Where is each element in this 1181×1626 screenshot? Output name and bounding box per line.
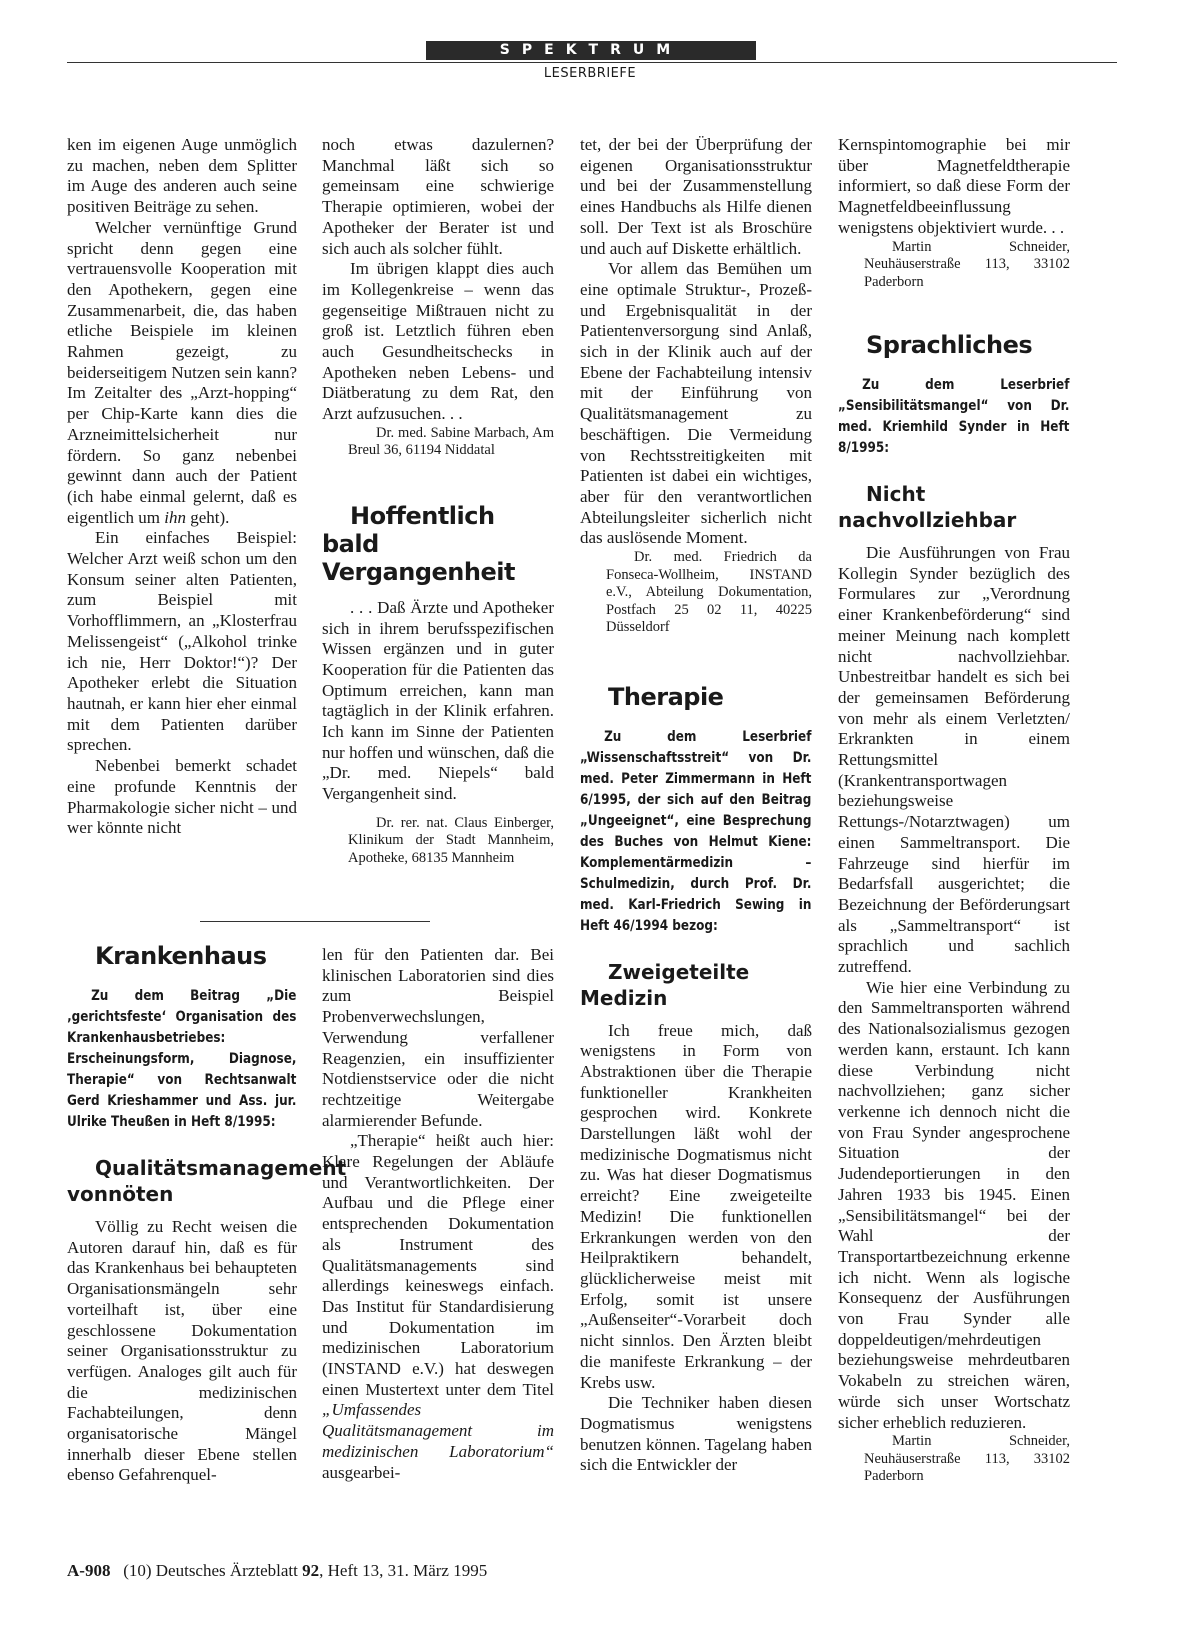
section-heading: Sprachliches — [866, 331, 1033, 360]
signature: Martin Schneider, Neuhäuserstraße 113, 33102 Paderborn — [864, 238, 1070, 290]
section-header-band: SPEKTRUM — [426, 41, 756, 60]
paragraph: Die Ausführungen von Frau Kollegin Synder bezüglich des Formulares zur „Verordnung einer Krankenbeförderung“ sind meiner Meinung nach komplett nicht nachvollziehbar. Unbestreitbar handelt es sich bei der gemeinsamen Beförderung von mehr als einem Verletzten/ Erkrankten in einem Rettungsmittel (Krankentransportwagen beziehungsweise Rettungs-/Notarztwagen) um einen Sammeltransport. Die Fahrzeuge sind hierfür im Bedarfsfall ausgerichtet; die Bezeichnung der Beförderungsart als „Sammeltransport“ ist sprachlich und sachlich zutreffend. — [838, 543, 1070, 977]
column-4 — [838, 135, 1070, 1486]
intro-text: Zu dem Leserbrief „Sensibilitätsmangel“ von Dr. med. Kriemhild Synder in Heft 8/1995: — [838, 377, 1070, 457]
letter-heading: Qualitätsmanagement vonnöten — [67, 1156, 347, 1206]
section-heading: Therapie — [608, 682, 724, 711]
letter-heading: Hoffentlich bald Vergangenheit — [322, 501, 515, 586]
journal-name: (10) Deutsches Ärzteblatt — [123, 1561, 298, 1580]
column-2 — [322, 135, 554, 867]
paragraph: Völlig zu Recht weisen die Autoren darauf hin, daß es für das Krankenhaus bei behaupteten Organisationsmängeln sehr vorteilhaft ist, über eine geschlossene Dokumentation seiner Organisationsstruktur zu verfügen. Analoges gilt auch für die medizinischen Fachabteilungen, denn organisatorische Mängel innerhalb dieser Ebene stellen ebenso Gefahrenquel- — [67, 1217, 297, 1485]
subsection-label: LESERBRIEFE — [543, 66, 637, 81]
paragraph: Nebenbei bemerkt schadet eine profunde Kenntnis der Pharmakologie sicher nicht – und wer könnte nicht — [67, 756, 297, 838]
paragraph: noch etwas dazulernen? Manchmal läßt sich so gemeinsam eine schwierige Therapie optimieren, wobei der Apotheker der Berater ist und sich auch als solcher fühlt. — [322, 135, 554, 258]
page-footer — [67, 1561, 487, 1581]
paragraph: Die Techniker haben diesen Dogmatismus wenigstens benutzen können. Tagelang haben sich die Entwickler der — [580, 1393, 812, 1475]
letter-heading: Zweigeteilte Medizin — [580, 959, 750, 1010]
column-2-bottom — [322, 945, 554, 1483]
column-1 — [67, 135, 297, 839]
intro-text: Zu dem Leserbrief „Wissenschaftsstreit“ von Dr. med. Peter Zimmermann in Heft 6/1995, der sich auf den Beitrag „Ungeeignet“, eine Besprechung des Buches von Helmut Kiene: Komplementärmedizin – Schulmedizin, durch Prof. Dr. med. Karl-Friedrich Sewing in Heft 46/1994 bezog: — [580, 728, 812, 934]
intro-text: Zu dem Beitrag „Die ‚gerichtsfeste‘ Organisation des Krankenhausbetriebes: Erscheinungsform, Diagnose, Therapie“ von Rechtsanwalt Gerd Krieshammer und Ass. jur. Ulrike Theußen in Heft 8/1995: — [67, 988, 297, 1130]
paragraph: Welcher vernünftige Grund spricht denn gegen eine vertrauensvolle Kooperation mit den Apothekern, gegen eine Zusammenarbeit, die, das haben etliche Beispiele im kleinen Rahmen gezeigt, zu beiderseitigem Nutzen sein kann? Im Zeitalter des „Arzt-hopping“ per Chip-Karte kann dies die Arzneimittelsicherheit nur fördern. So ganz nebenbei gewinnt dann auch der Patient (ich habe einmal gelernt, daß es eigentlich um ihn geht). — [67, 217, 297, 527]
page-number: A-908 — [67, 1561, 111, 1580]
italic-title: „Umfassendes Qualitätsmanagement im medizinischen Laboratorium“ — [322, 1400, 554, 1461]
paragraph: „Therapie“ heißt auch hier: Klare Regelungen der Abläufe und Verantwortlichkeiten. Der Aufbau und die Pflege einer entsprechenden Dokumentation als Instrument des Qualitätsmanagements sind allerdings keineswegs einfach. Das Institut für Standardisierung und Dokumentation im medizinischen Laboratorium (INSTAND e.V.) hat deswegen einen Mustertext unter dem Titel „Umfassendes Qualitätsmanagement im medizinischen Laboratorium“ ausgearbei- — [322, 1131, 554, 1482]
paragraph: len für den Patienten dar. Bei klinischen Laboratorien sind dies zum Beispiel Probenverwechslungen, Verwendung verfallener Reagenzien, ein insuffizienter Notdienstservice oder die nicht rechtzeitige Weitergabe alarmierender Befunde. — [322, 945, 554, 1130]
issue-date: , Heft 13, 31. März 1995 — [319, 1561, 488, 1580]
column-3 — [580, 135, 812, 1476]
signature: Dr. med. Sabine Marbach, Am Breul 36, 61194 Niddatal — [348, 424, 554, 459]
paragraph: tet, der bei der Überprüfung der eigenen Organisationsstruktur und bei der Zusammenstellung eines Handbuchs als Hilfe dienen soll. Der Text ist als Broschüre und auch auf Diskette erhältlich. — [580, 135, 812, 258]
paragraph: Ein einfaches Beispiel: Welcher Arzt weiß schon um den Konsum seiner alten Patienten, zum Beispiel mit Vorhofflimmern, an „Klosterfrau Melissengeist“ („Alkohol trinke ich nie, Herr Doktor!“)? Der Apotheker erlebt die Situation hautnah, er kann hier eher einmal mit dem Patienten darüber sprechen. — [67, 528, 297, 755]
paragraph: ken im eigenen Auge unmöglich zu machen, neben dem Splitter im Auge des anderen auch seine positiven Beiträge zu sehen. — [67, 135, 297, 217]
section-heading: Krankenhaus — [95, 942, 267, 970]
paragraph: Vor allem das Bemühen um eine optimale Struktur-, Prozeß- und Ergebnisqualität in der Patientenversorgung sind Anlaß, sich in der Klinik auch auf der Ebene der Fachabteilung intensiv mit der Einführung von Qualitätsmanagement zu beschäftigen. Die Vermeidung von Rechtsstreitigkeiten mit Patienten ist dabei ein wichtiges, aber für den verantwortlichen Abteilungsleiter sicherlich nicht das auslösende Moment. — [580, 259, 812, 548]
header-rule — [67, 62, 1117, 63]
paragraph: . . . Daß Ärzte und Apotheker sich in ihrem berufsspezifischen Wissen ergänzen und in guter Kooperation für die Patienten das Optimum erreichen, kann man tagtäglich in der Klinik erfahren. Ich kann im Sinne der Patienten nur hoffen und wünschen, daß die „Dr. med. Niepels“ bald Vergangenheit sind. — [322, 597, 554, 804]
section-divider — [200, 921, 430, 922]
signature: Dr. med. Friedrich da Fonseca-Wollheim, INSTAND e.V., Abteilung Dokumentation, Postfach 25 02 11, 40225 Düsseldorf — [606, 549, 812, 636]
signature: Martin Schneider, Neuhäuserstraße 113, 33102 Paderborn — [864, 1433, 1070, 1485]
volume: 92 — [302, 1561, 320, 1580]
column-1-bottom — [67, 942, 347, 1486]
paragraph: Wie hier eine Verbindung zu den Sammeltransporten während des Nationalsozialismus gezogen werden kann, erstaunt. Ich kann diese Verbindung nicht nachvollziehen; ganz sicher verkenne ich dennoch nicht die von Frau Synder angesprochene Situation der Judendeportierungen in den Jahren 1933 bis 1945. Einen „Sensibilitätsmangel“ bei der Wahl der Transportartbezeichnung erkenne ich nicht. Wenn als logische Konsequenz der Ausführungen von Frau Synder alle doppeldeutigen/mehrdeutigen beziehungsweise mehrdeutbaren Vokabeln zu streichen wären, würde sich unser Wortschatz sicher erheblich reduzieren. — [838, 977, 1070, 1432]
paragraph: Ich freue mich, daß wenigstens in Form von Abstraktionen über die Therapie funktioneller Krankheiten gesprochen wird. Konkrete Darstellungen läßt wohl der medizinische Dogmatismus nicht zu. Was hat dieser Dogmatismus erreicht? Eine zweigeteilte Medizin! Die funktionellen Erkrankungen werden von den Heilpraktikern behandelt, glücklicherweise meist mit Erfolg, somit ist unsere „Außenseiter“-Vorarbeit doch nicht sinnlos. Den Ärzten bleibt die manifeste Erkrankung – der Krebs usw. — [580, 1020, 812, 1392]
paragraph: Im übrigen klappt dies auch im Kollegenkreise – wenn das gegenseitige Mißtrauen nicht zu groß ist. Letztlich führen eben auch Gesundheitschecks in Apotheken neben Lebens- und Diätberatung zu dem Rat, den Arzt aufzusuchen. . . — [322, 259, 554, 424]
italic-word: ihn — [164, 507, 186, 527]
letter-heading: Nicht nachvollziehbar — [838, 482, 1017, 533]
signature: Dr. rer. nat. Claus Einberger, Klinikum der Stadt Mannheim, Apotheke, 68135 Mannheim — [348, 814, 554, 866]
paragraph: Kernspintomographie bei mir über Magnetfeldtherapie informiert, so daß diese Form der Magnetfeldbeeinflussung wenigstens objektiviert wurde. . . — [838, 135, 1070, 237]
